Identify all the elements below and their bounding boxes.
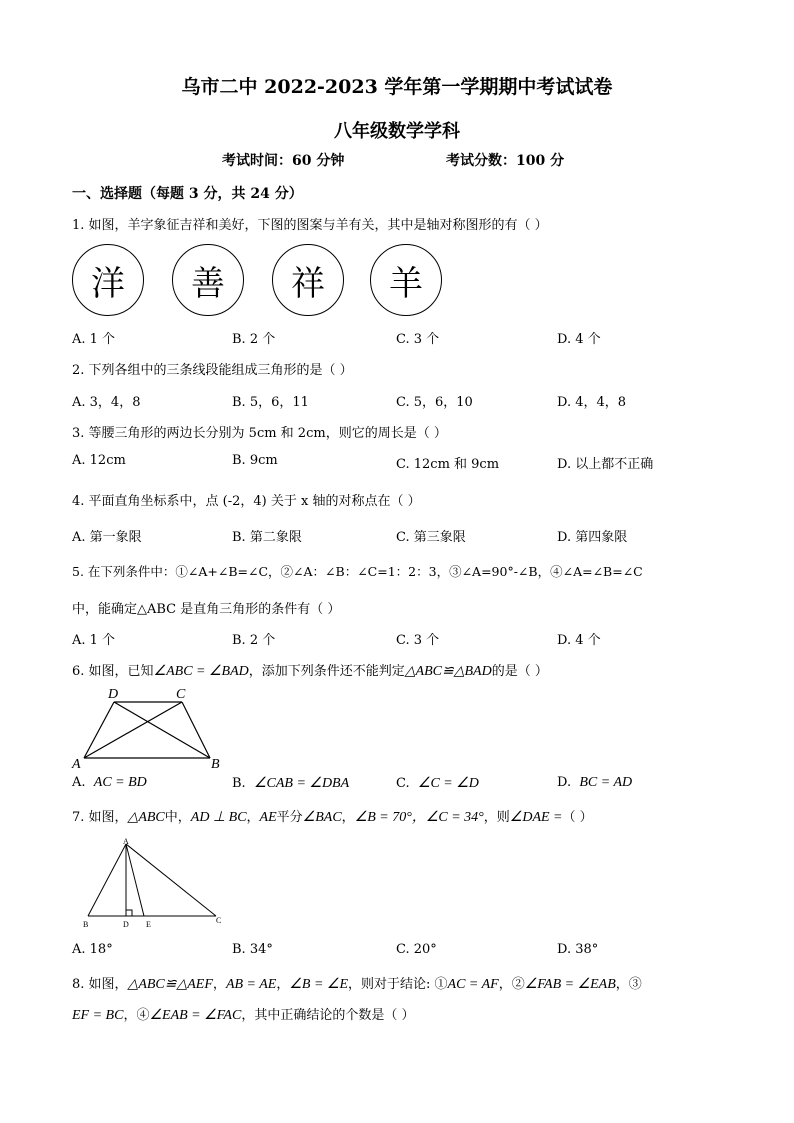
q6-label-a: A: [72, 757, 81, 770]
q7-stem-c: ，: [246, 810, 260, 825]
q6-label-d: D: [108, 687, 119, 702]
q1-option-b: B. 2 个: [232, 332, 276, 347]
exam-subtitle: 八年级数学学科: [334, 121, 460, 142]
q7-label-c: C: [216, 916, 222, 925]
question-6-stem: [72, 660, 548, 680]
q8-line2-a: ，④: [123, 1008, 150, 1023]
q6-label-c: C: [176, 687, 186, 702]
q8-line1-b: ，: [212, 977, 226, 992]
q7-stem-d: 平分: [276, 810, 303, 825]
q8-line1-m4: AC = AF: [447, 977, 499, 992]
q2-option-b: B. 5，6，11: [232, 395, 309, 410]
q2-option-c: C. 5，6，10: [396, 395, 473, 410]
q7-stem-a: 7. 如图，: [72, 810, 128, 825]
q7-stem-g: （ ）: [562, 810, 593, 825]
q8-line1-m2: AB = AE: [225, 977, 277, 992]
q8-line1-c: ，: [276, 977, 290, 992]
q7-option-a: A. 18°: [72, 942, 113, 957]
q6-trapezoid-figure: [70, 684, 230, 770]
q8-line1-f: ，③: [615, 977, 642, 992]
question-5-stem-line2: 中，能确定△ABC 是直角三角形的条件有（ ）: [72, 602, 341, 617]
q7-option-d: D. 38°: [557, 942, 599, 957]
char-circle-4: 羊: [370, 244, 442, 316]
q4-option-c: C. 第三象限: [396, 530, 466, 545]
q6-option-d-prefix: D.: [557, 775, 572, 790]
q6-label-b: B: [211, 757, 220, 770]
q6-option-c-prefix: C.: [396, 776, 410, 791]
question-8-line2: [72, 1004, 414, 1024]
q6-option-b-prefix: B.: [232, 776, 246, 791]
q7-side-ab: [88, 844, 126, 916]
q6-stem-math2: △ABC≌△BAD: [404, 664, 492, 679]
q7-stem-b: 中，: [164, 810, 191, 825]
q6-option-b-math: ∠CAB = ∠DBA: [253, 776, 350, 791]
q8-line2-m1: EF = BC: [72, 1008, 124, 1023]
q7-stem-math1: △ABC: [127, 810, 165, 825]
question-7-stem: [72, 806, 593, 826]
q6-option-a-math: AC = BD: [93, 775, 147, 790]
q6-stem-b: ，添加下列条件还不能判定: [248, 664, 405, 679]
q8-line1-e: ，②: [498, 977, 525, 992]
question-2-stem: 2. 下列各组中的三条线段能组成三角形的是（ ）: [72, 363, 353, 378]
q6-stem-c: 的是（ ）: [491, 664, 548, 679]
q8-line1-m1: △ABC≌△AEF: [127, 977, 213, 992]
q7-label-e: E: [146, 920, 151, 929]
q7-label-b: B: [83, 920, 89, 929]
q6-option-b: [232, 775, 349, 792]
q1-option-d: D. 4 个: [557, 332, 601, 347]
q7-stem-math3: AE: [259, 810, 277, 825]
q6-option-c-math: ∠C = ∠D: [417, 776, 479, 791]
question-4-stem: 4. 平面直角坐标系中，点 (-2，4) 关于 x 轴的对称点在（ ）: [72, 494, 421, 509]
q7-label-a: A: [123, 837, 129, 846]
q7-option-c: C. 20°: [396, 942, 437, 957]
q6-option-a-prefix: A.: [72, 775, 86, 790]
q3-option-c: C. 12cm 和 9cm: [396, 457, 500, 472]
char-circle-1: 洋: [72, 244, 144, 316]
q4-option-d: D. 第四象限: [557, 530, 628, 545]
q8-line1-d: ，则对于结论: ①: [348, 977, 448, 992]
q5-option-c: C. 3 个: [396, 633, 440, 648]
char-circle-2: 善: [172, 244, 244, 316]
q7-triangle-figure: [78, 836, 228, 932]
q1-option-c: C. 3 个: [396, 332, 440, 347]
q4-option-a: A. 第一象限: [72, 530, 142, 545]
q8-line1-a: 8. 如图，: [72, 977, 128, 992]
exam-time: 考试时间：60 分钟: [222, 153, 345, 169]
question-5-stem-line1: 5. 在下列条件中：①∠A+∠B=∠C，②∠A：∠B：∠C=1：2：3，③∠A=90°-∠B，④∠A=∠B=∠C: [72, 564, 643, 579]
q7-stem-math4: ∠BAC: [302, 810, 342, 825]
q7-stem-math2: AD ⊥ BC: [190, 810, 247, 825]
q7-side-ac: [126, 844, 216, 916]
q6-stem-a: 6. 如图，已知: [72, 664, 154, 679]
q7-stem-math6: ∠DAE =: [509, 810, 563, 825]
q7-stem-e: ，: [341, 810, 355, 825]
q5-option-a: A. 1 个: [72, 633, 116, 648]
q3-option-b: B. 9cm: [232, 453, 278, 468]
question-3-stem: 3. 等腰三角形的两边长分别为 5cm 和 2cm，则它的周长是（ ）: [72, 426, 447, 441]
question-8-line1: [72, 973, 642, 993]
char-circle-3: 祥: [272, 244, 344, 316]
exam-score: 考试分数：100 分: [446, 153, 565, 169]
q7-label-d: D: [123, 920, 129, 929]
q7-right-angle-mark: [126, 910, 132, 916]
q6-option-c: [396, 775, 479, 792]
q7-bisector-ae: [126, 844, 144, 916]
question-1-stem: 1. 如图，羊字象征吉祥和美好，下图的图案与羊有关，其中是轴对称图形的有（ ）: [72, 218, 548, 233]
q6-option-d: [557, 775, 632, 791]
q3-option-d: D. 以上都不正确: [557, 457, 654, 472]
q2-option-a: A. 3，4，8: [72, 395, 141, 410]
q8-line2-b: ，其中正确结论的个数是（ ）: [241, 1008, 415, 1023]
q1-option-a: A. 1 个: [72, 332, 116, 347]
q8-line1-m5: ∠FAB = ∠EAB: [524, 977, 616, 992]
q8-line1-m3: ∠B = ∠E: [289, 977, 349, 992]
q2-option-d: D. 4，4，8: [557, 395, 627, 410]
q5-option-d: D. 4 个: [557, 633, 601, 648]
q7-stem-f: ，则: [483, 810, 510, 825]
q6-stem-math1: ∠ABC = ∠BAD: [153, 664, 249, 679]
q6-option-a: [72, 775, 147, 791]
q4-option-b: B. 第二象限: [232, 530, 302, 545]
q5-option-b: B. 2 个: [232, 633, 276, 648]
section-heading: 一、选择题（每题 3 分，共 24 分）: [72, 186, 303, 202]
q3-option-a: A. 12cm: [72, 453, 126, 468]
q7-stem-math5: ∠B = 70°，∠C = 34°: [354, 810, 484, 825]
q6-option-d-math: BC = AD: [579, 775, 633, 790]
exam-title: 乌市二中 2022-2023 学年第一学期期中考试试卷: [181, 76, 613, 98]
q7-option-b: B. 34°: [232, 942, 273, 957]
q8-line2-m2: ∠EAB = ∠FAC: [149, 1008, 242, 1023]
